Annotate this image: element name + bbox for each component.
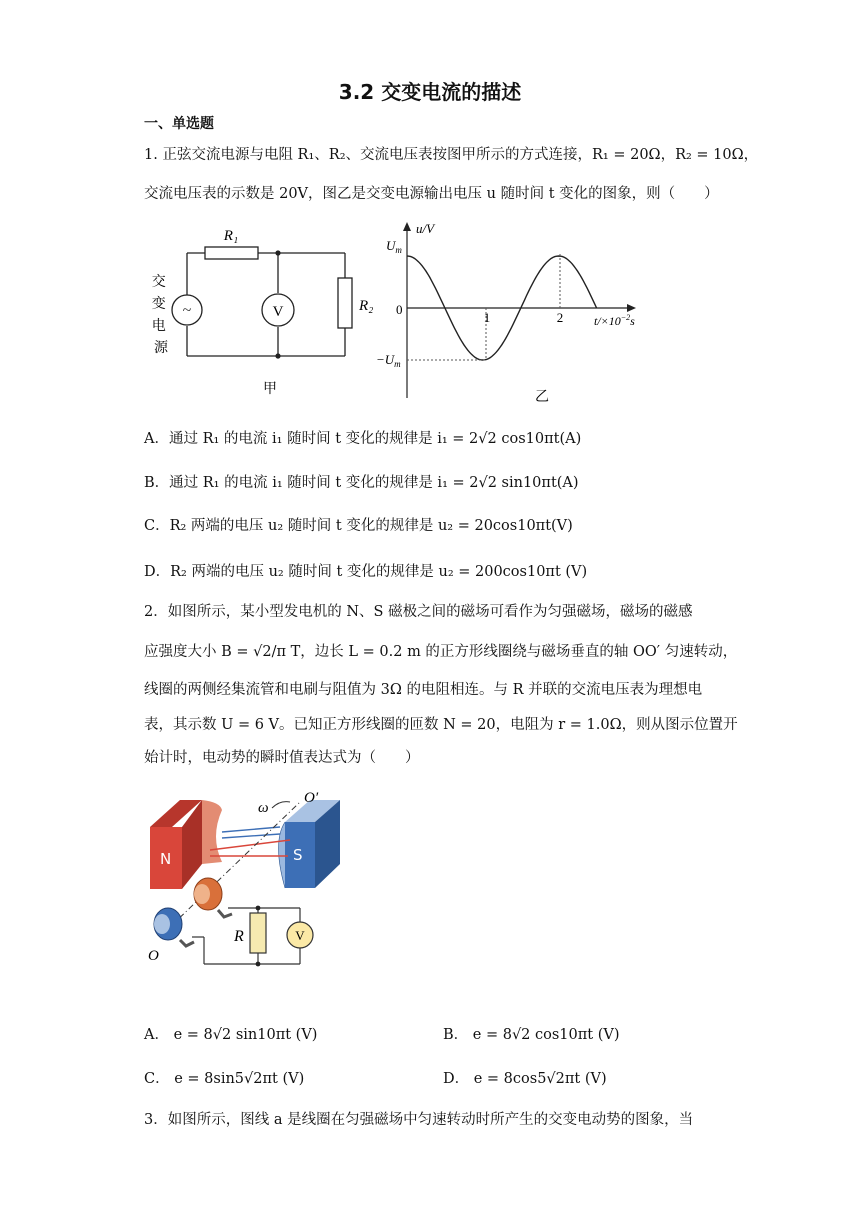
r1-label: R₁ (223, 228, 239, 244)
junction-dot (275, 353, 280, 358)
q2-generator-figure (140, 782, 370, 972)
q2-option-b[interactable]: B． e = 8√2 cos10πt (V) (443, 1027, 620, 1043)
q1-option-d[interactable]: D．R₂ 两端的电压 u₂ 随时间 t 变化的规律是 u₂ = 200cos10πt (V) (144, 564, 588, 580)
q3-line-1: 3．如图所示，图线 a 是线圈在匀强磁场中匀速转动时所产生的交变电动势的图象，当 (144, 1112, 694, 1128)
q2-line-5: 始计时，电动势的瞬时值表达式为（ ） (144, 750, 420, 766)
um-label: $U_m$ (386, 238, 402, 255)
r-label: R (234, 928, 244, 945)
q2-option-a[interactable]: A． e = 8√2 sin10πt (V) (144, 1027, 318, 1043)
resistor-r (250, 913, 266, 953)
s-label: S (293, 846, 303, 864)
omega-label: ω (258, 800, 269, 816)
q2-line-1: 2．如图所示，某小型发电机的 N、S 磁极之间的磁场可看作为匀强磁场，磁场的磁感 (144, 604, 693, 620)
r2-resistor (338, 278, 352, 328)
q2-line-4: 表，其示数 U = 6 V。已知正方形线圈的匝数 N = 20，电阻为 r = 1.0Ω，则从图示位置开 (144, 717, 738, 733)
o-prime-label: O′ (304, 790, 319, 806)
figure-a-caption: 甲 (263, 381, 277, 397)
page-title: 3.2 交变电流的描述 (338, 80, 522, 104)
r1-resistor (205, 247, 258, 259)
x-axis-label: $t/\times 10^{-2}s$ (594, 313, 635, 328)
o-label: O (148, 948, 159, 964)
q1-line-2: 交流电压表的示数是 20V，图乙是交变电源输出电压 u 随时间 t 变化的图象，则（ ） (144, 186, 719, 202)
x-tick-1: 1 (483, 310, 491, 325)
source-label: 交 变 电 源 (151, 274, 168, 356)
q2-line-2: 应强度大小 B = √2/π T，边长 L = 0.2 m 的正方形线圈绕与磁场垂直的轴 OO′ 匀速转动， (144, 644, 738, 660)
y-axis-label: u/V (416, 221, 435, 236)
q2-option-c[interactable]: C． e = 8sin5√2πt (V) (144, 1071, 305, 1087)
x-tick-2: 2 (556, 310, 564, 325)
figure-b-caption: 乙 (535, 389, 549, 405)
q1-waveform-figure (372, 218, 642, 408)
section-heading: 一、单选题 (144, 116, 214, 132)
q1-line-1: 1. 正弦交流电源与电阻 R₁、R₂、交流电压表按图甲所示的方式连接，R₁ = 20Ω，R₂ = 10Ω， (144, 147, 759, 163)
q2-line-3: 线圈的两侧经集流管和电刷与阻值为 3Ω 的电阻相连。与 R 并联的交流电压表为理想电 (144, 682, 703, 698)
voltmeter-label: V (295, 928, 305, 943)
q1-circuit-figure (145, 218, 375, 403)
origin-label: 0 (396, 302, 403, 317)
junction-dot (275, 250, 280, 255)
neg-um-label: $-U_m$ (376, 352, 401, 369)
voltmeter-label: V (272, 304, 284, 320)
q1-option-a[interactable]: A．通过 R₁ 的电流 i₁ 随时间 t 变化的规律是 i₁ = 2√2 cos10πt(A) (144, 431, 582, 447)
q2-option-d[interactable]: D． e = 8cos5√2πt (V) (443, 1071, 607, 1087)
q1-option-c[interactable]: C．R₂ 两端的电压 u₂ 随时间 t 变化的规律是 u₂ = 20cos10πt(V) (144, 518, 573, 534)
r2-label: R₂ (359, 298, 374, 314)
q1-option-b[interactable]: B．通过 R₁ 的电流 i₁ 随时间 t 变化的规律是 i₁ = 2√2 sin10πt(A) (144, 475, 579, 491)
n-label: N (160, 850, 172, 868)
ac-symbol: ~ (182, 302, 192, 319)
